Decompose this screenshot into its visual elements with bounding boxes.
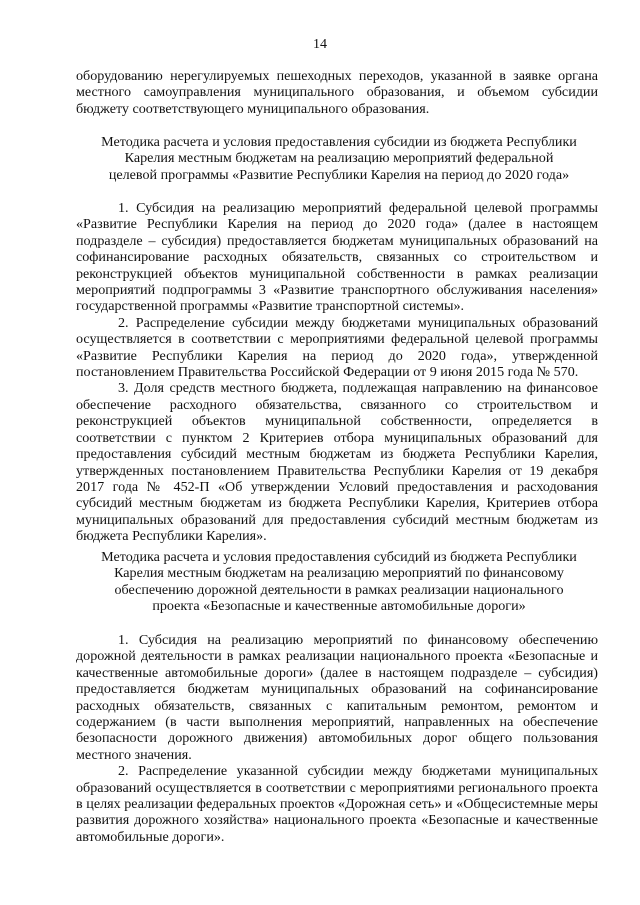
paragraph-3: 3. Доля средств местного бюджета, подлежащая направлению на финансовое обеспечение расходного обязательства, связанного со строительством и реконструкцией объектов муниципальной собственности, определяется в соответствии с пунктом 2 Критериев отбора муниципальных образований для предоставления субсидий местным бюджетам из бюджета Республики Карелия, утвержденных постановлением Правительства Республики Карелия от 19 декабря 2017 года № 452-П «Об утверждении Условий предоставления и расходования субсидий местным бюджетам из бюджета Республики Карелия, Критериев отбора муниципальных образований для предоставления субсидий местным бюджетам из бюджета Республики Карелия». <box>76 380 598 545</box>
paragraph-1: 1. Субсидия на реализацию мероприятий федеральной целевой программы «Развитие Республики Карелия на период до 2020 года» (далее в настоящем подразделе – субсидия) предоставляется бюджетам муниципальных образований на софинансирование расходных обязательств, связанных со строительством и реконструкцией объектов муниципальной собственности в рамках реализации мероприятий подпрограммы 3 «Развитие транспортного обслуживания населения» государственной программы «Развитие транспортной системы». <box>76 200 598 315</box>
section-body-national-project <box>76 632 598 845</box>
paragraph-2: 2. Распределение указанной субсидии между бюджетами муниципальных образований осуществляется в соответствии с мероприятиями регионального проекта в целях реализации федеральных проектов «Дорожная сеть» и «Общесистемные меры развития дорожного хозяйства» национального проекта «Безопасные и качественные автомобильные дороги». <box>76 763 598 845</box>
paragraph-1: 1. Субсидия на реализацию мероприятий по финансовому обеспечению дорожной деятельности в рамках реализации национального проекта «Безопасные и качественные автомобильные дороги» (далее в настоящем подразделе – субсидия) предоставляется бюджетам муниципальных образований на софинансирование расходных обязательств, связанных с капитальным ремонтом, ремонтом и содержанием (в части выполнения мероприятий, направленных на обеспечение безопасности дорожного движения) автомобильных дорог общего пользования местного значения. <box>76 632 598 763</box>
paragraph-2: 2. Распределение субсидии между бюджетами муниципальных образований осуществляется в соответствии с мероприятиями федеральной целевой программы «Развитие Республики Карелия на период до 2020 года», утвержденной постановлением Правительства Российской Федерации от 9 июня 2015 года № 570. <box>76 314 598 381</box>
continuation-paragraph: оборудованию нерегулируемых пешеходных переходов, указанной в заявке органа местного самоуправления муниципального образования, и объемом субсидии бюджету соответствующего муниципального образования. <box>76 68 598 117</box>
section-title-national-project: Методика расчета и условия предоставления субсидий из бюджета Республики Карелия местным бюджетам на реализацию мероприятий по финансовому обеспечению дорожной деятельности в рамках реализации национального проекта «Безопасные и качественные автомобильные дороги» <box>101 549 577 615</box>
page-number: 14 <box>313 37 327 52</box>
section-body-fcp <box>76 200 598 545</box>
section-title-fcp: Методика расчета и условия предоставления субсидии из бюджета Республики Карелия местным бюджетам на реализацию мероприятий федеральной целевой программы «Развитие Республики Карелия на период до 2020 года» <box>101 134 577 183</box>
